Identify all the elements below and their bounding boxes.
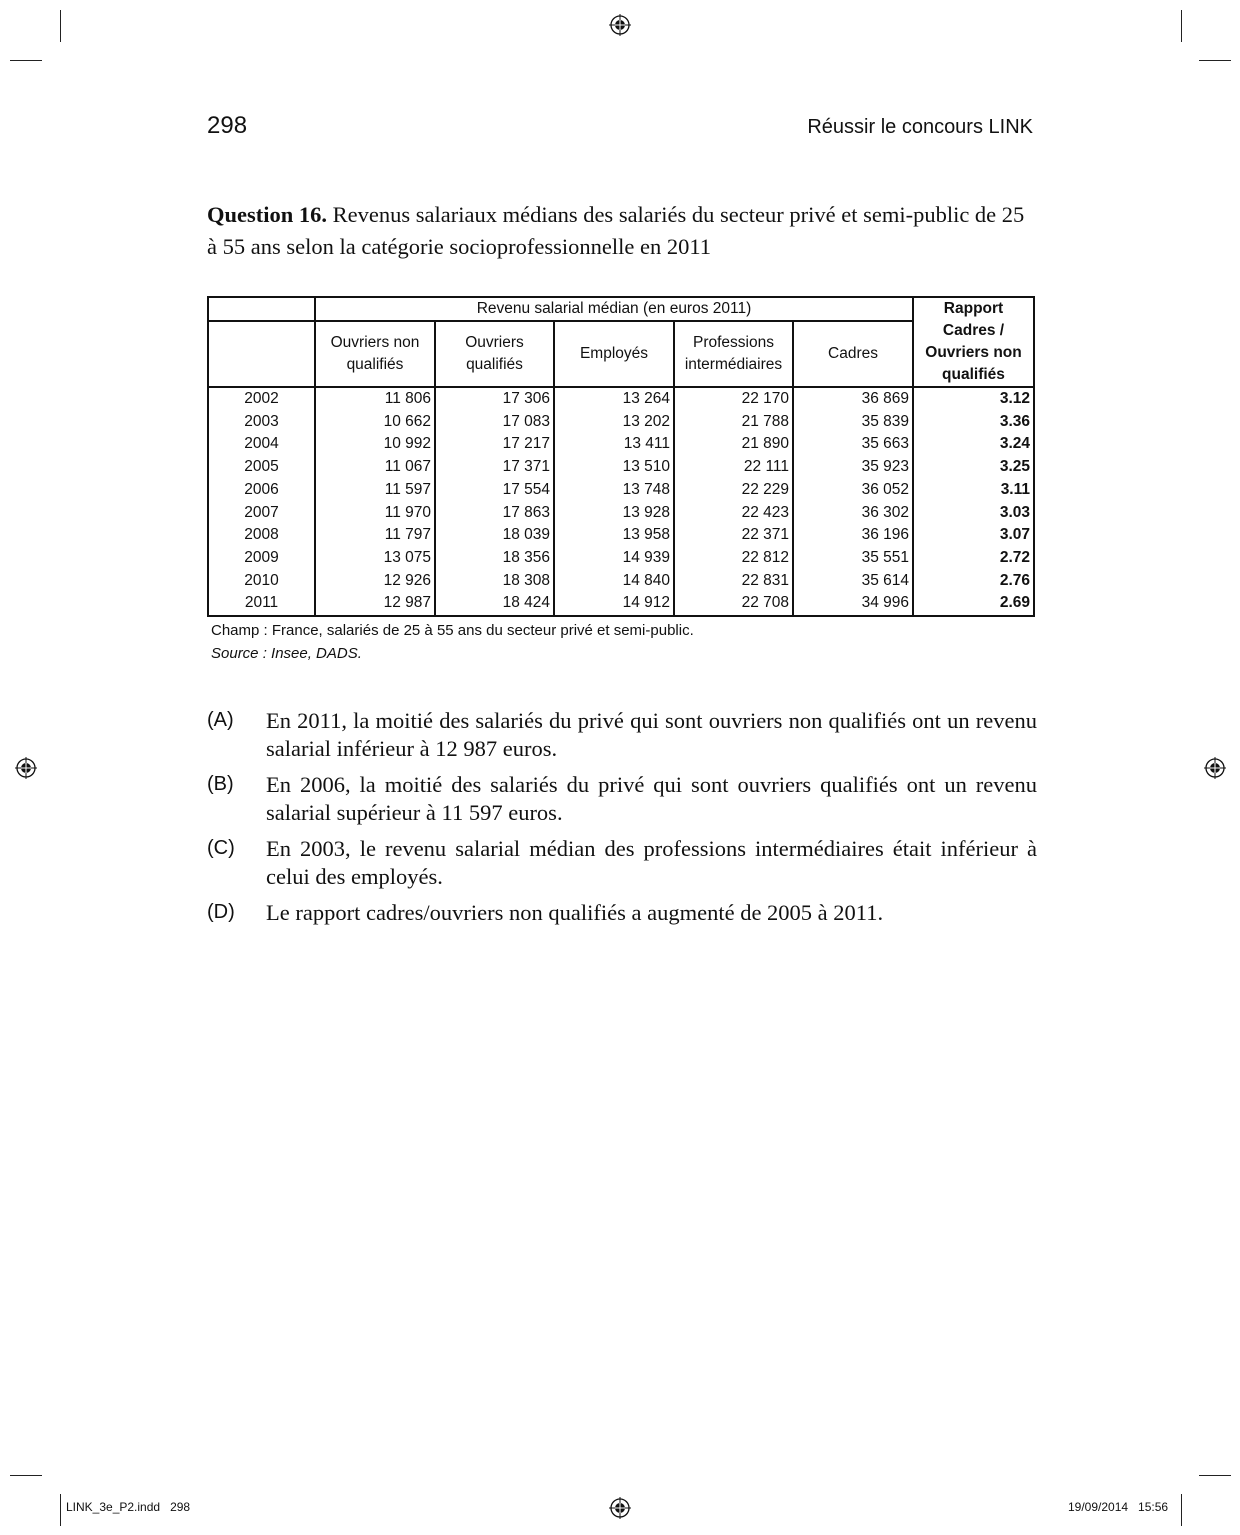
group-header: Revenu salarial médian (en euros 2011) <box>315 297 913 321</box>
value-cell: 11 067 <box>315 456 435 479</box>
value-cell: 17 083 <box>435 411 554 434</box>
value-cell: 11 970 <box>315 502 435 525</box>
value-cell: 22 111 <box>674 456 793 479</box>
question-statement <box>207 199 1037 263</box>
answer-option-b[interactable] <box>207 771 1037 827</box>
year-cell: 2004 <box>208 433 315 456</box>
table-row <box>208 456 1034 479</box>
table-row <box>208 524 1034 547</box>
value-cell: 36 052 <box>793 479 913 502</box>
value-cell: 13 748 <box>554 479 674 502</box>
table-row <box>208 592 1034 616</box>
option-letter: (C) <box>207 837 235 859</box>
column-header-line: Cadres <box>828 345 878 362</box>
ratio-cell: 3.12 <box>913 387 1034 411</box>
value-cell: 17 863 <box>435 502 554 525</box>
value-cell: 18 424 <box>435 592 554 616</box>
slug-file: LINK_3e_P2.indd 298 <box>66 1500 191 1514</box>
table-column-header-row <box>208 321 1034 387</box>
value-cell: 18 308 <box>435 570 554 593</box>
ratio-header-line: Rapport <box>943 300 1004 317</box>
ratio-cell: 3.11 <box>913 479 1034 502</box>
value-cell: 35 663 <box>793 433 913 456</box>
value-cell: 11 797 <box>315 524 435 547</box>
value-cell: 12 987 <box>315 592 435 616</box>
column-header <box>315 321 435 387</box>
value-cell: 35 614 <box>793 570 913 593</box>
value-cell: 22 371 <box>674 524 793 547</box>
value-cell: 17 217 <box>435 433 554 456</box>
column-header-line: Employés <box>579 345 649 362</box>
registration-mark-icon <box>1204 757 1226 779</box>
crop-mark <box>10 1475 42 1476</box>
value-cell: 11 597 <box>315 479 435 502</box>
value-cell: 21 890 <box>674 433 793 456</box>
value-cell: 13 202 <box>554 411 674 434</box>
table-row <box>208 547 1034 570</box>
value-cell: 36 196 <box>793 524 913 547</box>
table-source-note: Source : Insee, DADS. <box>211 645 362 662</box>
year-cell: 2002 <box>208 387 315 411</box>
column-header-line: intermédiaires <box>684 356 783 373</box>
column-header-line: qualifiés <box>346 356 404 373</box>
ratio-cell: 2.72 <box>913 547 1034 570</box>
value-cell: 22 812 <box>674 547 793 570</box>
option-text: En 2006, la moitié des salariés du privé qui sont ouvriers qualifiés ont un revenu salarial supérieur à 11 597 euros. <box>266 772 1037 825</box>
year-cell: 2006 <box>208 479 315 502</box>
table-row <box>208 411 1034 434</box>
ratio-header <box>913 297 1034 387</box>
ratio-cell: 3.25 <box>913 456 1034 479</box>
value-cell: 17 371 <box>435 456 554 479</box>
year-cell: 2009 <box>208 547 315 570</box>
column-header-line: Professions <box>693 334 774 351</box>
value-cell: 18 356 <box>435 547 554 570</box>
ratio-header-line: Cadres / <box>942 322 1005 339</box>
crop-mark <box>1181 1494 1182 1526</box>
table-row <box>208 387 1034 411</box>
value-cell: 35 839 <box>793 411 913 434</box>
income-table <box>207 296 1035 617</box>
value-cell: 35 923 <box>793 456 913 479</box>
value-cell: 22 423 <box>674 502 793 525</box>
registration-mark-icon <box>15 757 37 779</box>
value-cell: 21 788 <box>674 411 793 434</box>
question-text: Revenus salariaux médians des salariés du secteur privé et semi-public de 25 à 55 ans selon la catégorie socioprofessionnelle en 2011 <box>207 202 1025 259</box>
table-corner-cell <box>208 297 315 321</box>
crop-mark <box>1181 10 1182 42</box>
value-cell: 22 170 <box>674 387 793 411</box>
value-cell: 13 075 <box>315 547 435 570</box>
value-cell: 13 510 <box>554 456 674 479</box>
value-cell: 10 662 <box>315 411 435 434</box>
value-cell: 12 926 <box>315 570 435 593</box>
value-cell: 11 806 <box>315 387 435 411</box>
option-letter: (A) <box>207 709 234 731</box>
table-group-header-row <box>208 297 1034 321</box>
crop-mark <box>1199 60 1231 61</box>
page-number: 298 <box>207 112 248 139</box>
table-corner-cell <box>208 321 315 387</box>
registration-mark-icon <box>609 14 631 36</box>
column-header <box>793 321 913 387</box>
column-header-line: Ouvriers <box>465 334 524 351</box>
value-cell: 14 912 <box>554 592 674 616</box>
year-cell: 2010 <box>208 570 315 593</box>
option-letter: (D) <box>207 901 235 923</box>
value-cell: 13 928 <box>554 502 674 525</box>
option-letter: (B) <box>207 773 234 795</box>
crop-mark <box>10 60 42 61</box>
value-cell: 17 306 <box>435 387 554 411</box>
value-cell: 13 411 <box>554 433 674 456</box>
value-cell: 22 708 <box>674 592 793 616</box>
value-cell: 22 831 <box>674 570 793 593</box>
ratio-cell: 3.24 <box>913 433 1034 456</box>
value-cell: 22 229 <box>674 479 793 502</box>
year-cell: 2003 <box>208 411 315 434</box>
ratio-cell: 3.07 <box>913 524 1034 547</box>
year-cell: 2007 <box>208 502 315 525</box>
crop-mark <box>60 10 61 42</box>
table-row <box>208 502 1034 525</box>
question-label: Question 16. <box>207 202 328 227</box>
value-cell: 18 039 <box>435 524 554 547</box>
column-header-line: qualifiés <box>466 356 523 373</box>
option-text: Le rapport cadres/ouvriers non qualifiés a augmenté de 2005 à 2011. <box>266 900 884 925</box>
year-cell: 2005 <box>208 456 315 479</box>
slug-date: 19/09/2014 15:56 <box>1068 1500 1169 1514</box>
ratio-cell: 3.36 <box>913 411 1034 434</box>
value-cell: 13 958 <box>554 524 674 547</box>
year-cell: 2011 <box>208 592 315 616</box>
running-head: Réussir le concours LINK <box>807 116 1033 138</box>
answer-option-c[interactable] <box>207 835 1037 891</box>
column-header-line: Ouvriers non <box>330 334 420 351</box>
table-row <box>208 433 1034 456</box>
column-header <box>435 321 554 387</box>
answer-option-a[interactable] <box>207 707 1037 763</box>
ratio-header-line: qualifiés <box>942 366 1005 383</box>
ratio-cell: 2.69 <box>913 592 1034 616</box>
value-cell: 13 264 <box>554 387 674 411</box>
crop-mark <box>60 1494 61 1526</box>
crop-mark <box>1199 1475 1231 1476</box>
value-cell: 14 840 <box>554 570 674 593</box>
ratio-cell: 2.76 <box>913 570 1034 593</box>
table-row <box>208 479 1034 502</box>
value-cell: 17 554 <box>435 479 554 502</box>
year-cell: 2008 <box>208 524 315 547</box>
table-scope-note: Champ : France, salariés de 25 à 55 ans du secteur privé et semi-public. <box>211 622 694 639</box>
answer-options <box>207 707 1037 935</box>
table-row <box>208 570 1034 593</box>
value-cell: 36 302 <box>793 502 913 525</box>
ratio-cell: 3.03 <box>913 502 1034 525</box>
column-header <box>674 321 793 387</box>
column-header <box>554 321 674 387</box>
registration-mark-icon <box>609 1497 631 1519</box>
value-cell: 10 992 <box>315 433 435 456</box>
option-text: En 2011, la moitié des salariés du privé qui sont ouvriers non qualifiés ont un revenu salarial inférieur à 12 987 euros. <box>266 708 1037 761</box>
option-text: En 2003, le revenu salarial médian des professions intermédiaires était inférieur à celui des employés. <box>266 836 1037 889</box>
value-cell: 35 551 <box>793 547 913 570</box>
answer-option-d[interactable] <box>207 899 1037 927</box>
value-cell: 36 869 <box>793 387 913 411</box>
ratio-header-line: Ouvriers non <box>925 344 1022 361</box>
value-cell: 34 996 <box>793 592 913 616</box>
value-cell: 14 939 <box>554 547 674 570</box>
